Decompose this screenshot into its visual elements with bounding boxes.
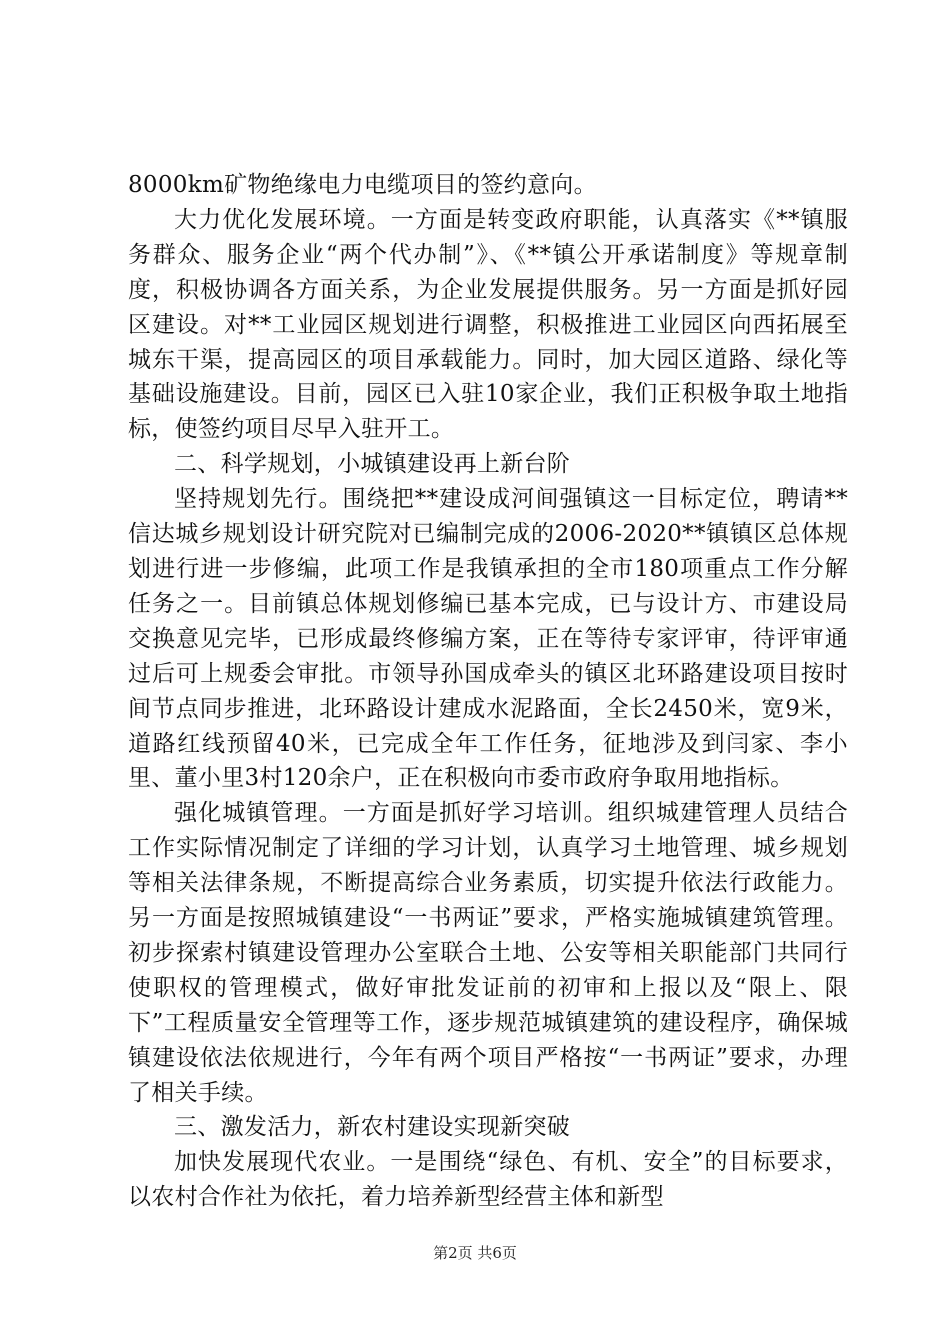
paragraph-2: 大力优化发展环境。一方面是转变政府职能，认真落实《**镇服务群众、服务企业“两个代办制”》、《**镇公开承诺制度》等规章制度，积极协调各方面关系，为企业发展提供服务。另一方面是抓好园区建设。对**工业园区规划进行调整，积极推进工业园区向西拓展至城东干渠，提高园区的项目承载能力。同时，加大园区道路、绿化等基础设施建设。目前，园区已入驻10家企业，我们正积极争取土地指标，使签约项目尽早入驻开工。 xyxy=(128,206,848,443)
section-heading-2: 二、科学规划，小城镇建设再上新台阶 xyxy=(174,451,571,478)
page-footer: 第2页 共6页 xyxy=(433,1244,517,1262)
paragraph-5: 加快发展现代农业。一是围绕“绿色、有机、安全”的目标要求，以农村合作社为依托，着力培养新型经营主体和新型 xyxy=(128,1149,848,1211)
paragraph-1: 8000km矿物绝缘电力电缆项目的签约意向。 xyxy=(128,172,597,198)
document-body xyxy=(128,168,848,1215)
paragraph-4: 强化城镇管理。一方面是抓好学习培训。组织城建管理人员结合工作实际情况制定了详细的学习计划，认真学习土地管理、城乡规划等相关法律条规，不断提高综合业务素质，切实提升依法行政能力。另一方面是按照城镇建设“一书两证”要求，严格实施城镇建筑管理。初步探索村镇建设管理办公室联合土地、公安等相关职能部门共同行使职权的管理模式，做好审批发证前的初审和上报以及“限上、限下”工程质量安全管理等工作，逐步规范城镇建筑的建设程序，确保城镇建设依法依规进行，今年有两个项目严格按“一书两证”要求，办理了相关手续。 xyxy=(128,800,848,1106)
section-heading-3: 三、激发活力，新农村建设实现新突破 xyxy=(174,1114,571,1141)
paragraph-3: 坚持规划先行。围绕把**建设成河间强镇这一目标定位，聘请**信达城乡规划设计研究院对已编制完成的2006-2020**镇镇区总体规划进行进一步修编，此项工作是我镇承担的全市180项重点工作分解任务之一。目前镇总体规划修编已基本完成，已与设计方、市建设局交换意见完毕，已形成最终修编方案，正在等待专家评审，待评审通过后可上规委会审批。市领导孙国成牵头的镇区北环路建设项目按时间节点同步推进，北环路设计建成水泥路面，全长2450米，宽9米，道路红线预留40米，已完成全年工作任务，征地涉及到闫家、李小里、董小里3村120余户，正在积极向市委市政府争取用地指标。 xyxy=(128,486,848,792)
